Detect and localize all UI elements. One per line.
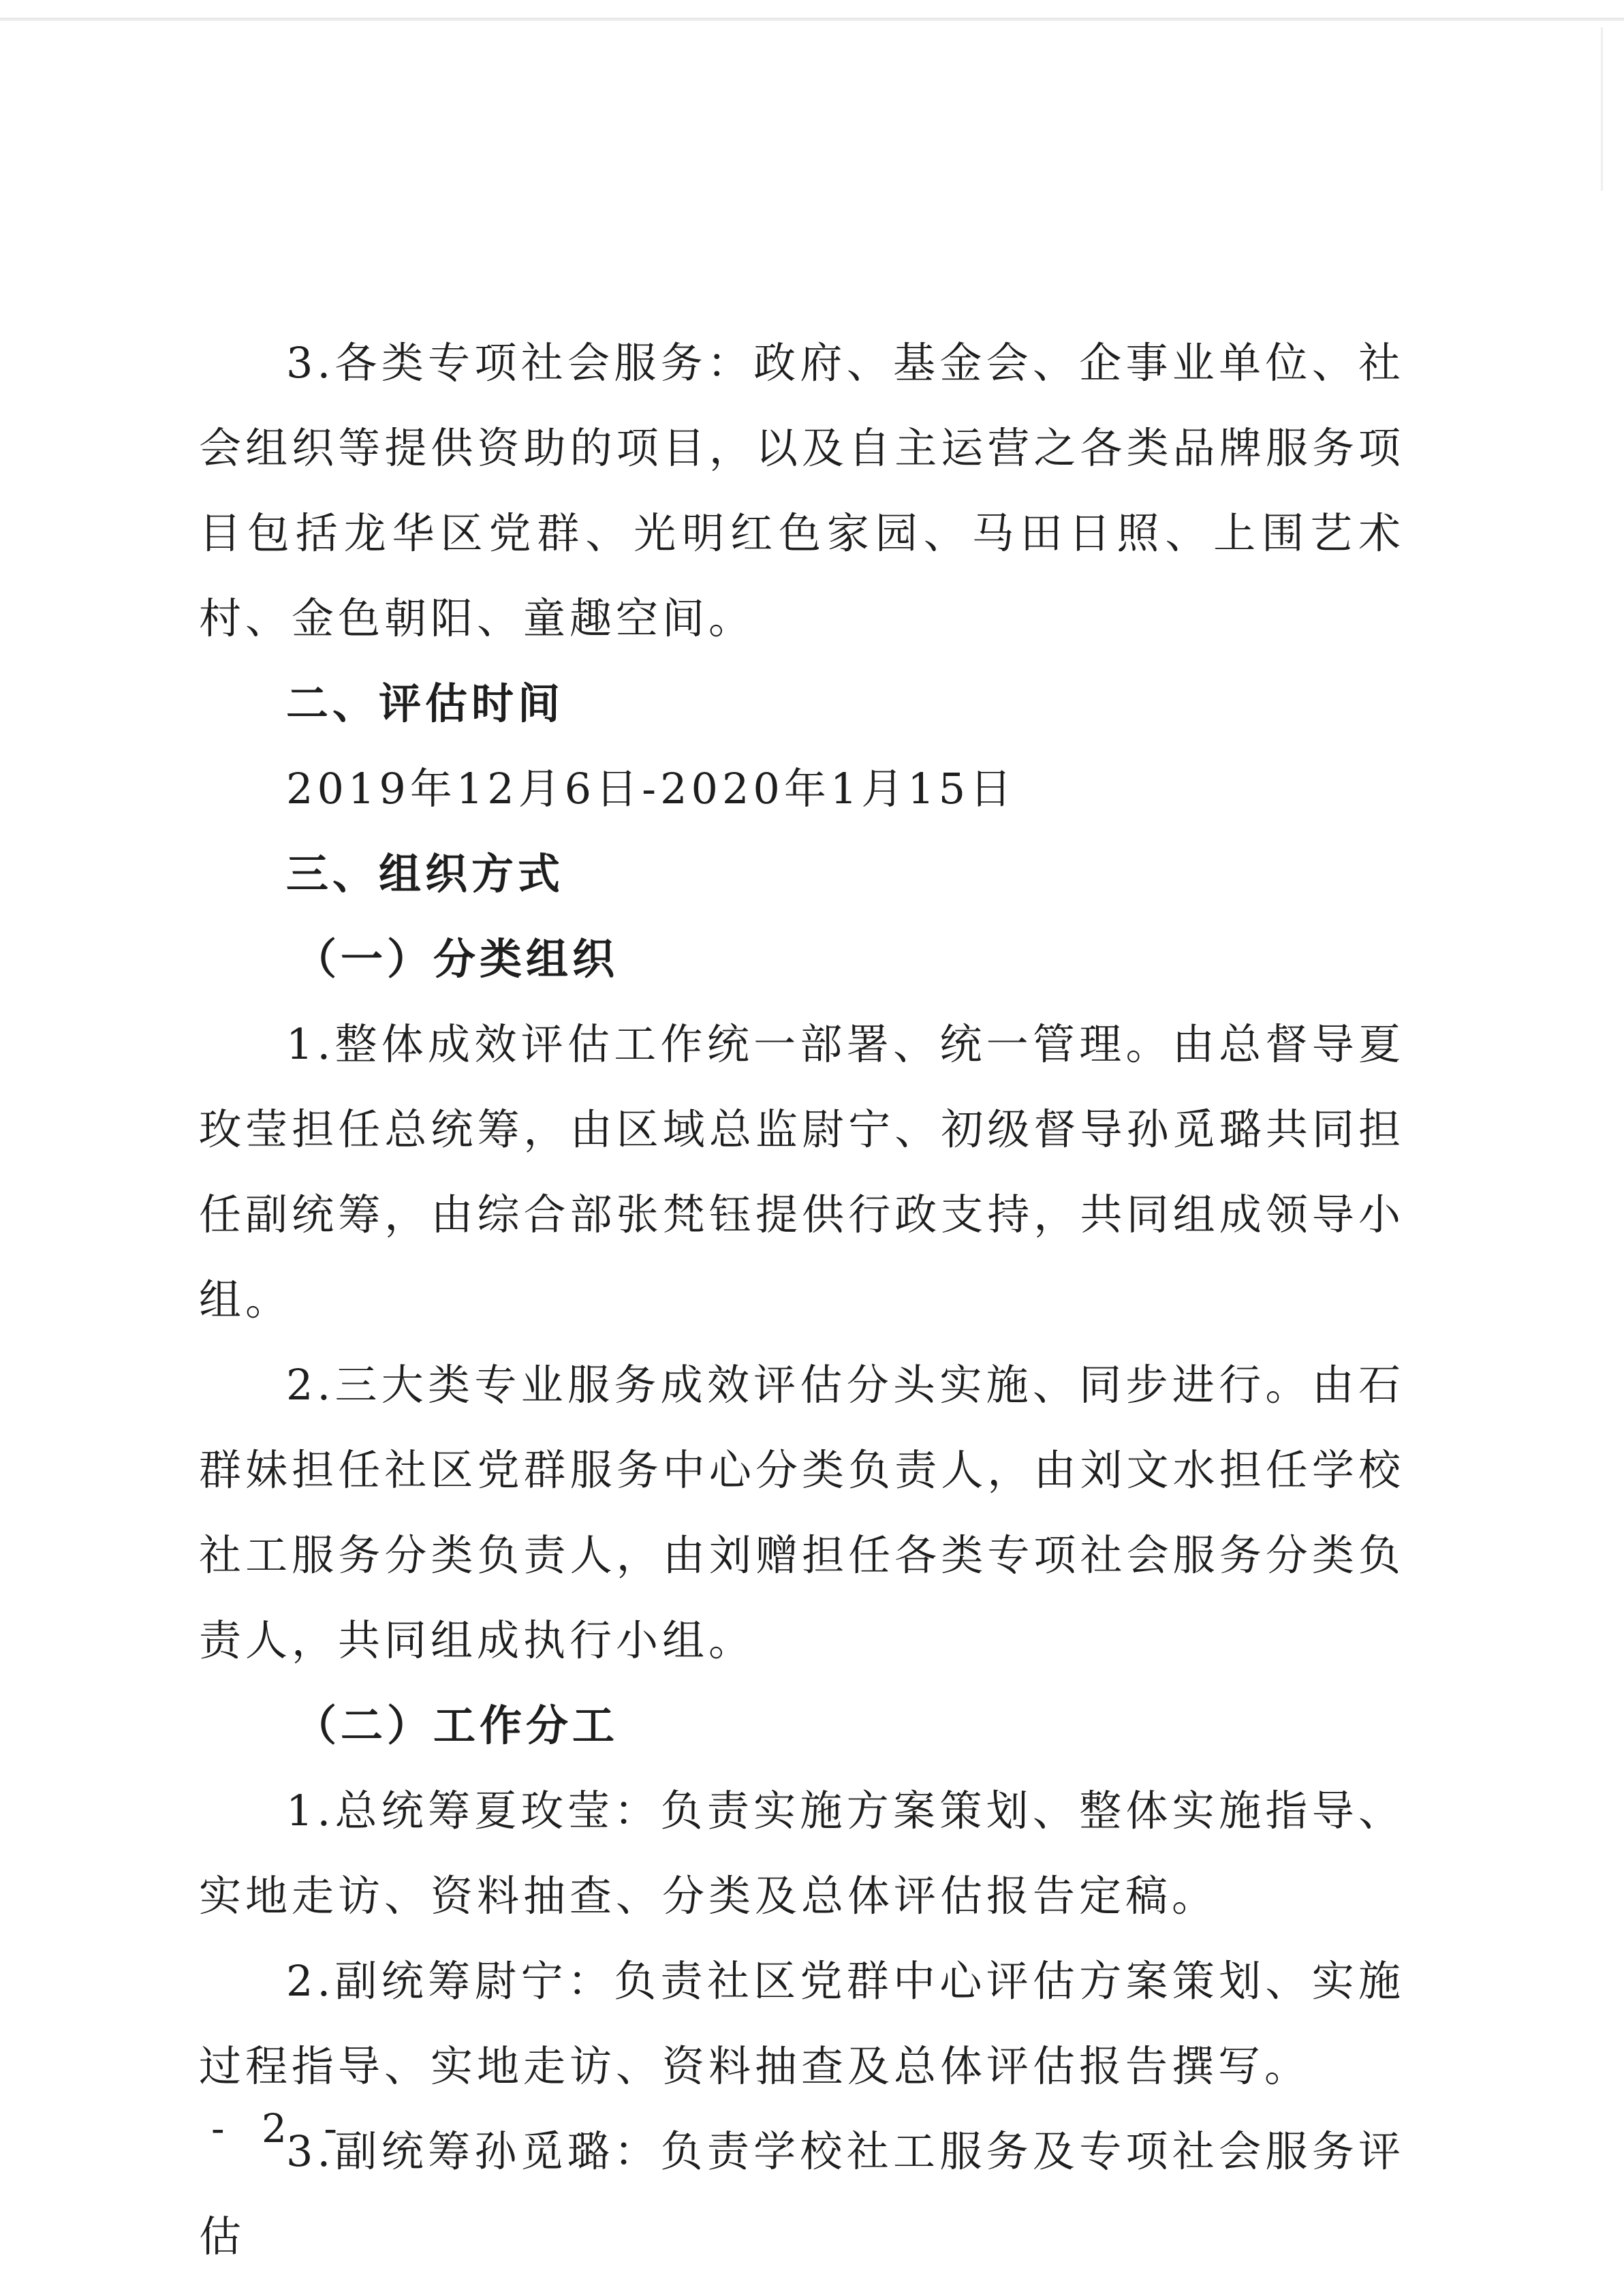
paragraph-date-range: 2019年12月6日-2020年1月15日 (286, 764, 1016, 813)
heading-organization-method: 三、组织方式 (286, 849, 565, 899)
page-number: - 2 - (211, 2105, 349, 2152)
paragraph-deputy-coordinator-wei: 2.副统筹尉宁：负责社区党群中心评估方案策划、实施过程指导、实地走访、资料抽查及总体评估报告撰写。 (199, 1956, 1405, 2091)
subheading-division-of-work: （二）工作分工 (294, 1701, 619, 1750)
document-body (199, 320, 1405, 2279)
heading-evaluation-time: 二、评估时间 (286, 679, 565, 728)
paragraph-overall-management: 1.整体成效评估工作统一部署、统一管理。由总督导夏玫莹担任总统筹，由区域总监尉宁、初级督导孙觅璐共同担任副统筹，由综合部张梵钰提供行政支持，共同组成领导小组。 (199, 1019, 1405, 1324)
scan-edge-right (1601, 27, 1603, 191)
paragraph-special-services: 3.各类专项社会服务：政府、基金会、企事业单位、社会组织等提供资助的项目，以及自主运营之各类品牌服务项目包括龙华区党群、光明红色家园、马田日照、上围艺术村、金色朝阳、童趣空间。 (199, 338, 1405, 643)
paragraph-three-categories: 2.三大类专业服务成效评估分头实施、同步进行。由石群妹担任社区党群服务中心分类负责人，由刘文水担任学校社工服务分类负责人，由刘赠担任各类专项社会服务分类负责人，共同组成执行小组。 (199, 1360, 1405, 1665)
paragraph-chief-coordinator: 1.总统筹夏玫莹：负责实施方案策划、整体实施指导、实地走访、资料抽查、分类及总体评估报告定稿。 (199, 1786, 1405, 1921)
scan-edge-top (0, 18, 1624, 21)
paragraph-deputy-coordinator-sun: 3.副统筹孙觅璐：负责学校社工服务及专项社会服务评估 (199, 2126, 1405, 2261)
subheading-classified-organization: （一）分类组织 (294, 934, 619, 984)
